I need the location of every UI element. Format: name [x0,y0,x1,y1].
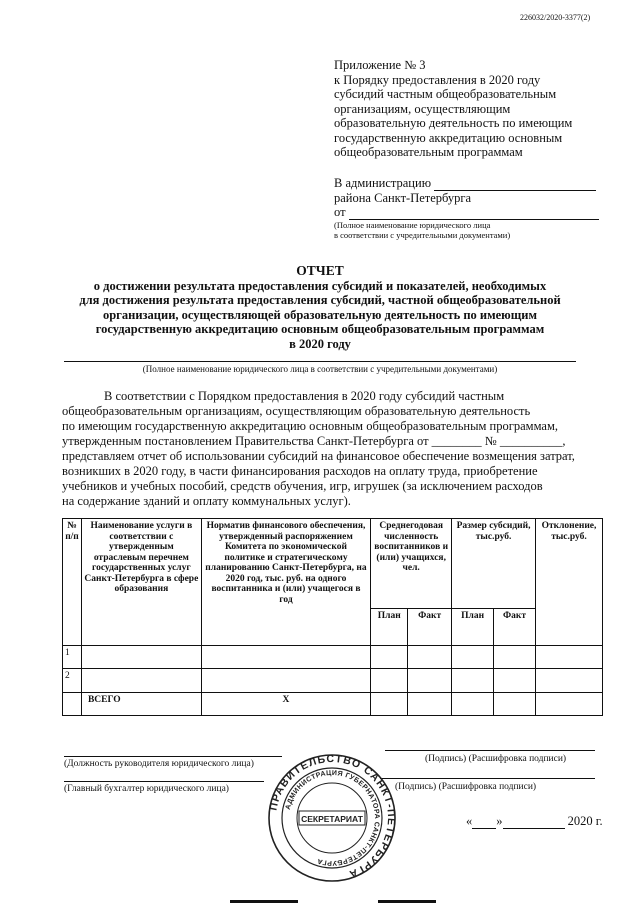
date-field [466,814,603,829]
appendix-line: государственную аккредитацию основным [334,130,563,145]
body-line: общеобразовательным организациям, осуществляющим образовательную деятельность [62,404,531,418]
table-cell[interactable] [371,693,408,716]
header-subsidy-size: Размер субсидий, тыс.руб. [452,519,536,609]
table-cell[interactable] [452,693,494,716]
accountant-line[interactable] [64,781,264,782]
body-paragraph [62,389,602,509]
row-number: 1 [63,646,82,669]
table-cell[interactable] [535,693,602,716]
row-number: 2 [63,668,82,693]
header-num: № п/п [63,519,82,646]
stamp-outer-text: ПРАВИТЕЛЬСТВО САНКТ-ПЕТЕРБУРГА [267,752,398,881]
header-fact: Факт [494,609,536,646]
appendix-line: Приложение № 3 [334,58,426,72]
address-note: в соответствии с учредительными документами) [334,229,511,240]
date-close-quote: » [496,814,503,828]
legal-entity-field[interactable] [349,207,599,220]
title-line: организации, осуществляющей образовательную деятельность по имеющим [102,307,538,322]
table-cell[interactable] [452,668,494,693]
date-year: 2020 г. [567,814,603,828]
body-line: В соответствии с Порядком предоставления в 2020 году субсидий частным [104,389,505,403]
header-normative: Норматив финансового обеспечения, утвержденный распоряжением Комитета по экономической политике и стратегическому планированию Санкт-Петербурга, на 2020 год, тыс. руб. на одного воспитанника и (или) учащегося в год [201,519,370,646]
title-main: ОТЧЕТ [296,263,344,278]
address-block [334,176,604,240]
district-label: района Санкт-Петербурга [334,190,472,205]
title-line: о достижении результата предоставления субсидий и показателей, необходимых [93,278,547,293]
head-position-caption: (Должность руководителя юридического лица) [64,759,254,769]
document-number: 226032/2020-3377(2) [520,13,591,22]
table-cell[interactable] [535,668,602,693]
accountant-caption: (Главный бухгалтер юридического лица) [64,784,229,794]
appendix-line: образовательную деятельность по имеющим [334,116,573,130]
appendix-block [334,58,604,160]
bottom-bar [230,900,298,903]
stamp-inner-text: АДМИНИСТРАЦИЯ ГУБЕРНАТОРА САНКТ-ПЕТЕРБУРГА [284,769,381,867]
body-line: по имеющим государственную аккредитацию основным общеобразовательным программам, [62,419,558,433]
appendix-line: организациям, осуществляющим [334,101,511,116]
header-deviation: Отклонение, тыс.руб. [535,519,602,646]
head-sign-caption: (Подпись) (Расшифровка подписи) [425,754,567,764]
table-cell[interactable] [201,668,370,693]
legal-entity-line[interactable] [64,361,576,362]
header-service: Наименование услуги в соответствии с утвержденным отраслевым перечнем государственных услуг Санкт-Петербурга в сфере образования [81,519,201,646]
table-row [63,646,603,669]
total-label: ВСЕГО [81,693,201,716]
body-line: учебников и учебных пособий, средств обучения, игр, игрушек (за исключением расходов [62,479,543,493]
legal-entity-caption: (Полное наименование юридического лица в соответствии с учредительными документами) [142,364,498,374]
accountant-sign-caption: (Подпись) (Расшифровка подписи) [395,782,537,792]
header-fact: Факт [408,609,452,646]
table-cell[interactable] [371,668,408,693]
table-row [63,668,603,693]
header-plan: План [452,609,494,646]
table-cell[interactable] [494,693,536,716]
to-admin-label: В администрацию [334,176,432,190]
report-table [62,518,603,716]
table-total-row [63,693,603,716]
stamp-seal-icon [266,752,398,884]
head-position-line[interactable] [64,756,282,757]
table-cell[interactable] [371,646,408,669]
date-open-quote: « [466,814,473,828]
title-line: для достижения результата предоставления субсидий, частной общеобразовательной [79,293,561,307]
admin-name-field[interactable] [434,178,596,191]
appendix-line: общеобразовательным программам [334,145,523,159]
title-line: в 2020 году [289,336,351,351]
table-cell[interactable] [494,646,536,669]
appendix-line: к Порядку предоставления в 2020 году [334,72,541,87]
appendix-line: субсидий частным общеобразовательным [334,87,557,101]
table-cell[interactable] [408,668,452,693]
body-line: на содержание зданий и оплату коммунальных услуг). [62,494,351,508]
accountant-sign-line[interactable] [380,778,595,779]
stamp-center-text: СЕКРЕТАРИАТ [301,814,363,824]
address-note: (Полное наименование юридического лица [334,219,491,230]
header-plan: План [371,609,408,646]
bottom-bar [378,900,436,903]
table-cell[interactable] [81,668,201,693]
body-line: представляем отчет об использовании субсидий на финансовое обеспечение возмещения затрат, [62,449,575,463]
body-line: утвержденным постановлением Правительства Санкт-Петербурга от ________ № __________, [62,434,566,448]
table-cell [63,693,82,716]
table-cell[interactable] [408,646,452,669]
date-day-field[interactable] [472,816,496,829]
title-line: государственную аккредитацию основным общеобразовательным программам [95,322,545,336]
head-sign-line[interactable] [385,750,595,751]
table-cell[interactable] [452,646,494,669]
table-cell[interactable] [201,646,370,669]
from-label: от [334,205,346,219]
date-month-field[interactable] [503,816,565,829]
total-x: Х [201,693,370,716]
table-cell[interactable] [81,646,201,669]
table-cell[interactable] [535,646,602,669]
table-cell[interactable] [494,668,536,693]
table-cell[interactable] [408,693,452,716]
report-title [60,264,580,351]
body-line: возникших в 2020 году, в части финансирования расходов на оплату труда, приобретение [62,464,538,478]
header-avg-count: Среднегодовая численность воспитанников и (или) учащихся, чел. [371,519,452,609]
